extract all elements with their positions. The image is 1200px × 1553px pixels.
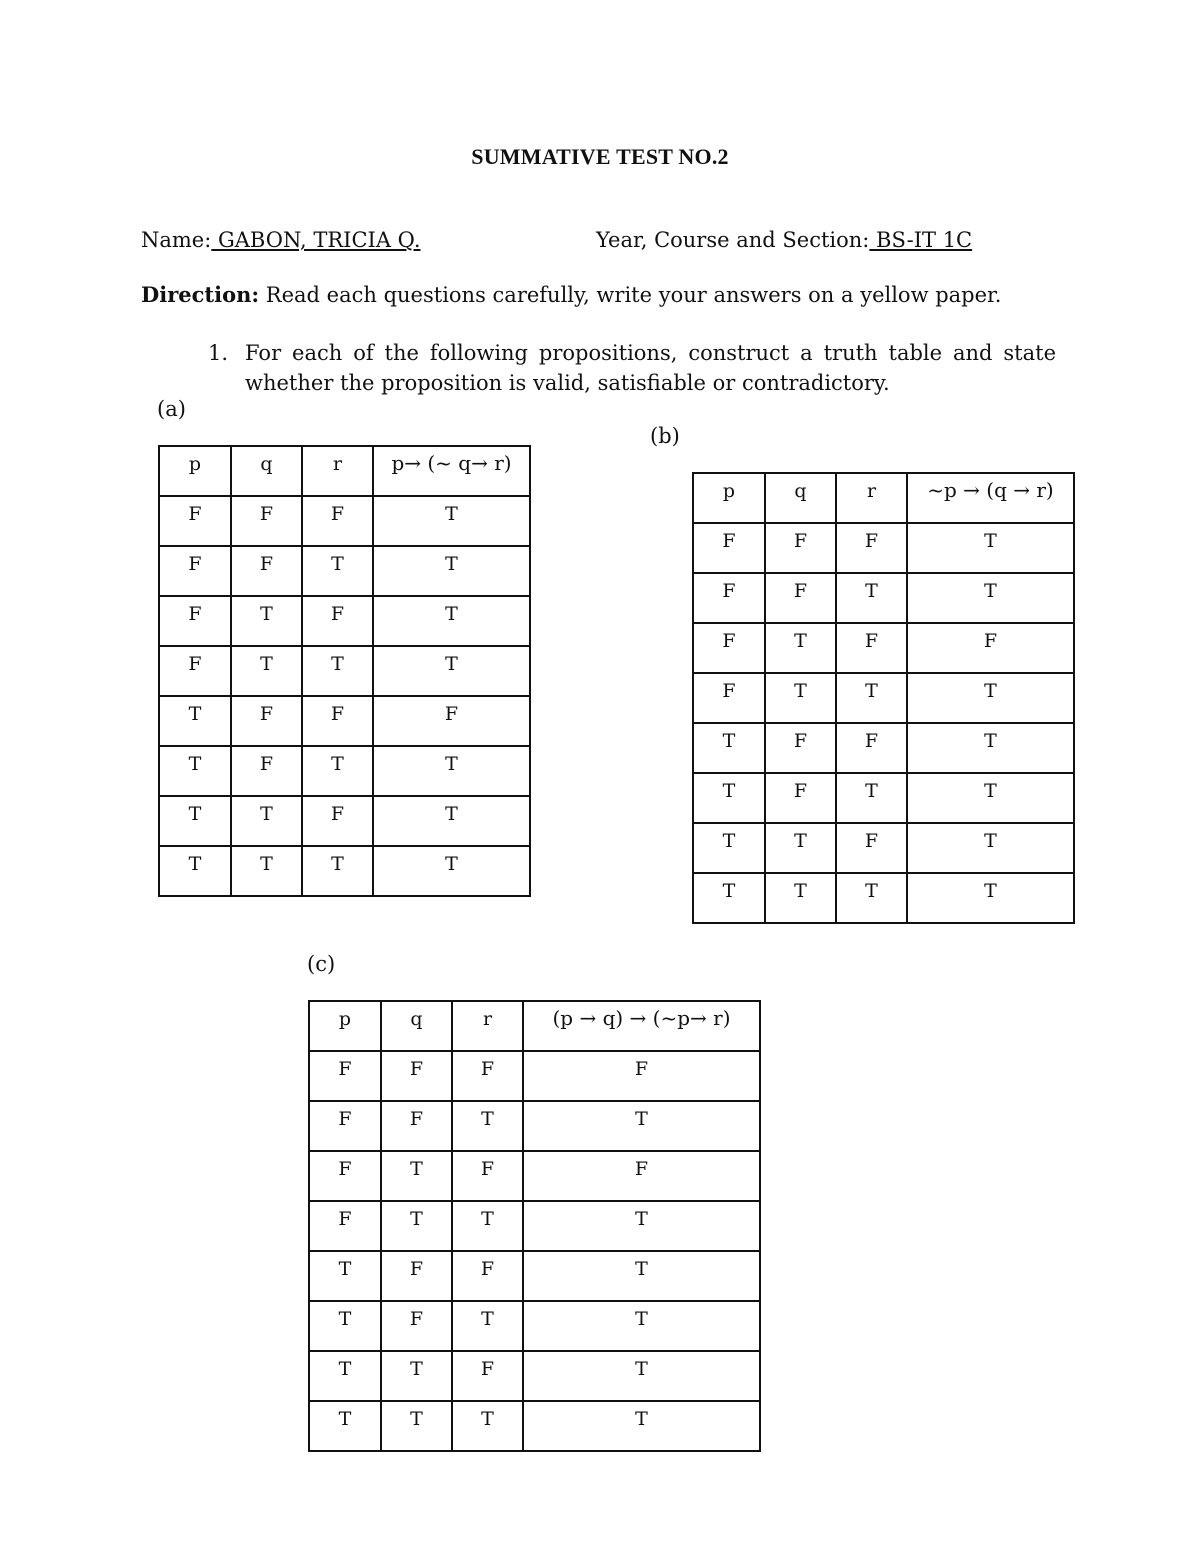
cell-value: T — [445, 653, 458, 675]
table-cell — [693, 823, 765, 873]
table-cell — [159, 746, 231, 796]
cell-value: F — [330, 603, 345, 625]
table-cell — [765, 823, 836, 873]
cell-value: T — [188, 803, 202, 825]
table-row — [693, 723, 1074, 773]
table-row — [309, 1351, 760, 1401]
cell-value: F — [330, 503, 345, 525]
cell-value: F — [330, 703, 345, 725]
table-row — [309, 1051, 760, 1101]
table-cell — [765, 673, 836, 723]
table-cell — [302, 796, 373, 846]
table-cell — [381, 1151, 452, 1201]
table-cell — [302, 646, 373, 696]
table-cell — [381, 1251, 452, 1301]
table-cell — [693, 673, 765, 723]
cell-value: F — [722, 580, 736, 602]
header-text: q — [410, 1008, 423, 1030]
table-cell — [907, 873, 1074, 923]
truth-table-a — [158, 445, 531, 897]
name-field — [141, 228, 421, 252]
cell-value: T — [865, 780, 878, 802]
table-cell — [523, 1301, 760, 1351]
table-cell — [231, 596, 302, 646]
cell-value: T — [188, 753, 202, 775]
table-cell — [452, 1301, 523, 1351]
cell-value: F — [793, 580, 808, 602]
table-cell — [231, 746, 302, 796]
table-cell — [836, 873, 907, 923]
cell-value: F — [480, 1258, 495, 1280]
table-b-header-row — [693, 473, 1074, 523]
header-cell — [373, 446, 530, 496]
cell-value: T — [331, 553, 344, 575]
table-cell — [765, 573, 836, 623]
table-cell — [452, 1401, 523, 1451]
direction-label: Direction: — [141, 282, 260, 307]
table-cell — [907, 673, 1074, 723]
cell-value: F — [188, 503, 202, 525]
table-row — [159, 596, 530, 646]
table-cell — [159, 496, 231, 546]
table-cell — [523, 1151, 760, 1201]
table-row — [693, 873, 1074, 923]
header-cell — [693, 473, 765, 523]
table-row — [309, 1401, 760, 1451]
question-1 — [208, 338, 1056, 398]
table-cell — [452, 1351, 523, 1401]
table-cell — [381, 1301, 452, 1351]
header-text: r — [866, 480, 877, 502]
table-cell — [373, 696, 530, 746]
cell-value: T — [445, 853, 458, 875]
table-cell — [309, 1401, 381, 1451]
cell-value: F — [338, 1158, 352, 1180]
section-field — [596, 228, 972, 252]
cell-value: T — [331, 753, 344, 775]
header-cell — [523, 1001, 760, 1051]
cell-value: T — [722, 730, 736, 752]
cell-value: T — [445, 553, 458, 575]
header-text: q — [794, 480, 807, 502]
table-row — [693, 623, 1074, 673]
cell-value: T — [410, 1358, 423, 1380]
cell-value: T — [722, 830, 736, 852]
table-cell — [452, 1201, 523, 1251]
table-cell — [765, 873, 836, 923]
table-row — [693, 773, 1074, 823]
question-number: 1. — [208, 341, 229, 365]
table-c-label: (c) — [307, 952, 336, 976]
table-cell — [693, 523, 765, 573]
table-cell — [231, 646, 302, 696]
header-text: p→ (~ q→ r) — [391, 451, 512, 475]
cell-value: T — [865, 580, 878, 602]
table-cell — [907, 573, 1074, 623]
table-row — [159, 546, 530, 596]
table-cell — [381, 1401, 452, 1451]
table-cell — [523, 1051, 760, 1101]
cell-value: F — [259, 503, 274, 525]
table-cell — [523, 1351, 760, 1401]
table-cell — [907, 623, 1074, 673]
table-cell — [159, 846, 231, 896]
table-cell — [159, 596, 231, 646]
cell-value: F — [634, 1158, 649, 1180]
table-cell — [907, 823, 1074, 873]
cell-value: T — [260, 603, 273, 625]
cell-value: F — [338, 1058, 352, 1080]
header-text: p — [722, 480, 736, 502]
table-cell — [693, 873, 765, 923]
cell-value: T — [794, 880, 807, 902]
table-cell — [302, 696, 373, 746]
table-cell — [231, 696, 302, 746]
table-cell — [373, 846, 530, 896]
table-cell — [373, 596, 530, 646]
cell-value: T — [794, 630, 807, 652]
table-cell — [381, 1051, 452, 1101]
cell-value: T — [635, 1208, 648, 1230]
cell-value: T — [481, 1408, 494, 1430]
table-cell — [381, 1201, 452, 1251]
cell-value: F — [259, 703, 274, 725]
cell-value: T — [722, 880, 736, 902]
table-row — [159, 696, 530, 746]
cell-value: F — [793, 530, 808, 552]
table-row — [693, 573, 1074, 623]
header-cell — [907, 473, 1074, 523]
table-cell — [452, 1101, 523, 1151]
table-cell — [836, 773, 907, 823]
cell-value: T — [984, 830, 997, 852]
cell-value: T — [865, 680, 878, 702]
table-row — [309, 1151, 760, 1201]
cell-value: T — [865, 880, 878, 902]
table-cell — [765, 773, 836, 823]
header-cell — [231, 446, 302, 496]
table-a-label: (a) — [157, 397, 186, 421]
table-cell — [452, 1151, 523, 1201]
table-cell — [693, 773, 765, 823]
cell-value: T — [722, 780, 736, 802]
cell-value: F — [330, 803, 345, 825]
cell-value: T — [635, 1258, 648, 1280]
cell-value: F — [409, 1308, 424, 1330]
cell-value: F — [409, 1258, 424, 1280]
cell-value: F — [188, 653, 202, 675]
table-cell — [309, 1151, 381, 1201]
direction — [141, 282, 1001, 307]
header-cell — [452, 1001, 523, 1051]
cell-value: F — [409, 1058, 424, 1080]
table-cell — [309, 1351, 381, 1401]
header-text: r — [332, 453, 343, 475]
table-cell — [836, 573, 907, 623]
cell-value: T — [445, 503, 458, 525]
table-cell — [693, 723, 765, 773]
cell-value: F — [722, 630, 736, 652]
cell-value: F — [983, 630, 998, 652]
cell-value: T — [188, 853, 202, 875]
header-text: p — [188, 453, 202, 475]
cell-value: F — [259, 753, 274, 775]
name-value: GABON, TRICIA Q. — [211, 228, 421, 252]
table-cell — [765, 523, 836, 573]
table-cell — [373, 646, 530, 696]
cell-value: T — [481, 1308, 494, 1330]
table-cell — [309, 1101, 381, 1151]
table-cell — [159, 546, 231, 596]
table-row — [309, 1251, 760, 1301]
section-value: BS-IT 1C — [869, 228, 973, 252]
cell-value: T — [260, 803, 273, 825]
cell-value: T — [338, 1408, 352, 1430]
cell-value: T — [794, 830, 807, 852]
header-cell — [381, 1001, 452, 1051]
table-a-header-row — [159, 446, 530, 496]
table-cell — [523, 1101, 760, 1151]
cell-value: F — [722, 530, 736, 552]
table-cell — [523, 1251, 760, 1301]
direction-text: Read each questions carefully, write your answers on a yellow paper. — [265, 283, 1002, 307]
cell-value: F — [188, 553, 202, 575]
cell-value: F — [864, 830, 879, 852]
cell-value: T — [984, 780, 997, 802]
table-b-label: (b) — [650, 424, 680, 448]
table-cell — [302, 496, 373, 546]
table-cell — [765, 723, 836, 773]
header-cell — [159, 446, 231, 496]
cell-value: F — [188, 603, 202, 625]
cell-value: F — [793, 780, 808, 802]
table-cell — [523, 1201, 760, 1251]
cell-value: F — [864, 730, 879, 752]
table-row — [309, 1201, 760, 1251]
table-cell — [309, 1201, 381, 1251]
cell-value: T — [188, 703, 202, 725]
table-cell — [452, 1051, 523, 1101]
table-cell — [836, 723, 907, 773]
table-cell — [381, 1101, 452, 1151]
table-row — [309, 1301, 760, 1351]
cell-value: T — [635, 1108, 648, 1130]
table-cell — [231, 796, 302, 846]
table-cell — [693, 573, 765, 623]
cell-value: T — [410, 1158, 423, 1180]
cell-value: F — [444, 703, 459, 725]
table-cell — [765, 623, 836, 673]
table-cell — [302, 746, 373, 796]
cell-value: F — [634, 1058, 649, 1080]
table-cell — [373, 496, 530, 546]
cell-value: T — [331, 653, 344, 675]
table-cell — [907, 723, 1074, 773]
cell-value: F — [338, 1108, 352, 1130]
cell-value: T — [481, 1208, 494, 1230]
cell-value: T — [481, 1108, 494, 1130]
table-cell — [231, 496, 302, 546]
table-cell — [381, 1351, 452, 1401]
cell-value: T — [635, 1408, 648, 1430]
table-cell — [523, 1401, 760, 1451]
table-row — [693, 823, 1074, 873]
table-row — [159, 746, 530, 796]
table-cell — [452, 1251, 523, 1301]
cell-value: F — [480, 1358, 495, 1380]
cell-value: T — [984, 880, 997, 902]
table-cell — [836, 523, 907, 573]
table-row — [309, 1101, 760, 1151]
cell-value: T — [635, 1308, 648, 1330]
table-row — [159, 796, 530, 846]
cell-value: T — [984, 530, 997, 552]
table-cell — [159, 796, 231, 846]
table-cell — [373, 746, 530, 796]
cell-value: F — [480, 1058, 495, 1080]
cell-value: T — [445, 803, 458, 825]
header-cell — [765, 473, 836, 523]
cell-value: F — [864, 530, 879, 552]
section-label: Year, Course and Section: — [596, 228, 870, 252]
table-row — [159, 496, 530, 546]
table-cell — [836, 623, 907, 673]
table-cell — [159, 696, 231, 746]
table-row — [693, 673, 1074, 723]
table-row — [159, 846, 530, 896]
cell-value: T — [984, 580, 997, 602]
table-cell — [836, 673, 907, 723]
truth-table-b — [692, 472, 1075, 924]
cell-value: T — [410, 1208, 423, 1230]
table-row — [159, 646, 530, 696]
table-cell — [309, 1051, 381, 1101]
cell-value: T — [410, 1408, 423, 1430]
page-title: SUMMATIVE TEST NO.2 — [471, 144, 729, 169]
header-text: (p → q) → (~p→ r) — [552, 1006, 731, 1030]
cell-value: T — [260, 853, 273, 875]
cell-value: T — [331, 853, 344, 875]
question-text: For each of the following propositions, construct a truth table and state whether the proposition is valid, satisfiable or contradictory. — [245, 341, 1056, 395]
cell-value: F — [259, 553, 274, 575]
table-cell — [159, 646, 231, 696]
cell-value: F — [864, 630, 879, 652]
cell-value: F — [338, 1208, 352, 1230]
header-text: p — [338, 1008, 352, 1030]
table-cell — [373, 546, 530, 596]
cell-value: F — [409, 1108, 424, 1130]
cell-value: F — [793, 730, 808, 752]
header-text: ~p → (q → r) — [927, 478, 1054, 502]
table-cell — [231, 846, 302, 896]
cell-value: T — [635, 1358, 648, 1380]
truth-table-c — [308, 1000, 761, 1452]
cell-value: T — [338, 1358, 352, 1380]
cell-value: T — [984, 680, 997, 702]
header-cell — [309, 1001, 381, 1051]
table-cell — [302, 846, 373, 896]
cell-value: F — [480, 1158, 495, 1180]
cell-value: T — [984, 730, 997, 752]
cell-value: T — [338, 1258, 352, 1280]
header-cell — [836, 473, 907, 523]
cell-value: T — [260, 653, 273, 675]
cell-value: F — [722, 680, 736, 702]
header-cell — [302, 446, 373, 496]
table-cell — [231, 546, 302, 596]
table-cell — [302, 546, 373, 596]
cell-value: T — [445, 753, 458, 775]
table-cell — [907, 773, 1074, 823]
table-cell — [309, 1301, 381, 1351]
header-text: r — [482, 1008, 493, 1030]
cell-value: T — [794, 680, 807, 702]
table-cell — [309, 1251, 381, 1301]
table-cell — [693, 623, 765, 673]
table-cell — [907, 523, 1074, 573]
header-text: q — [260, 453, 273, 475]
table-c-header-row — [309, 1001, 760, 1051]
cell-value: T — [445, 603, 458, 625]
table-row — [693, 523, 1074, 573]
table-cell — [836, 823, 907, 873]
cell-value: T — [338, 1308, 352, 1330]
name-label: Name: — [141, 228, 212, 252]
table-cell — [373, 796, 530, 846]
table-cell — [302, 596, 373, 646]
